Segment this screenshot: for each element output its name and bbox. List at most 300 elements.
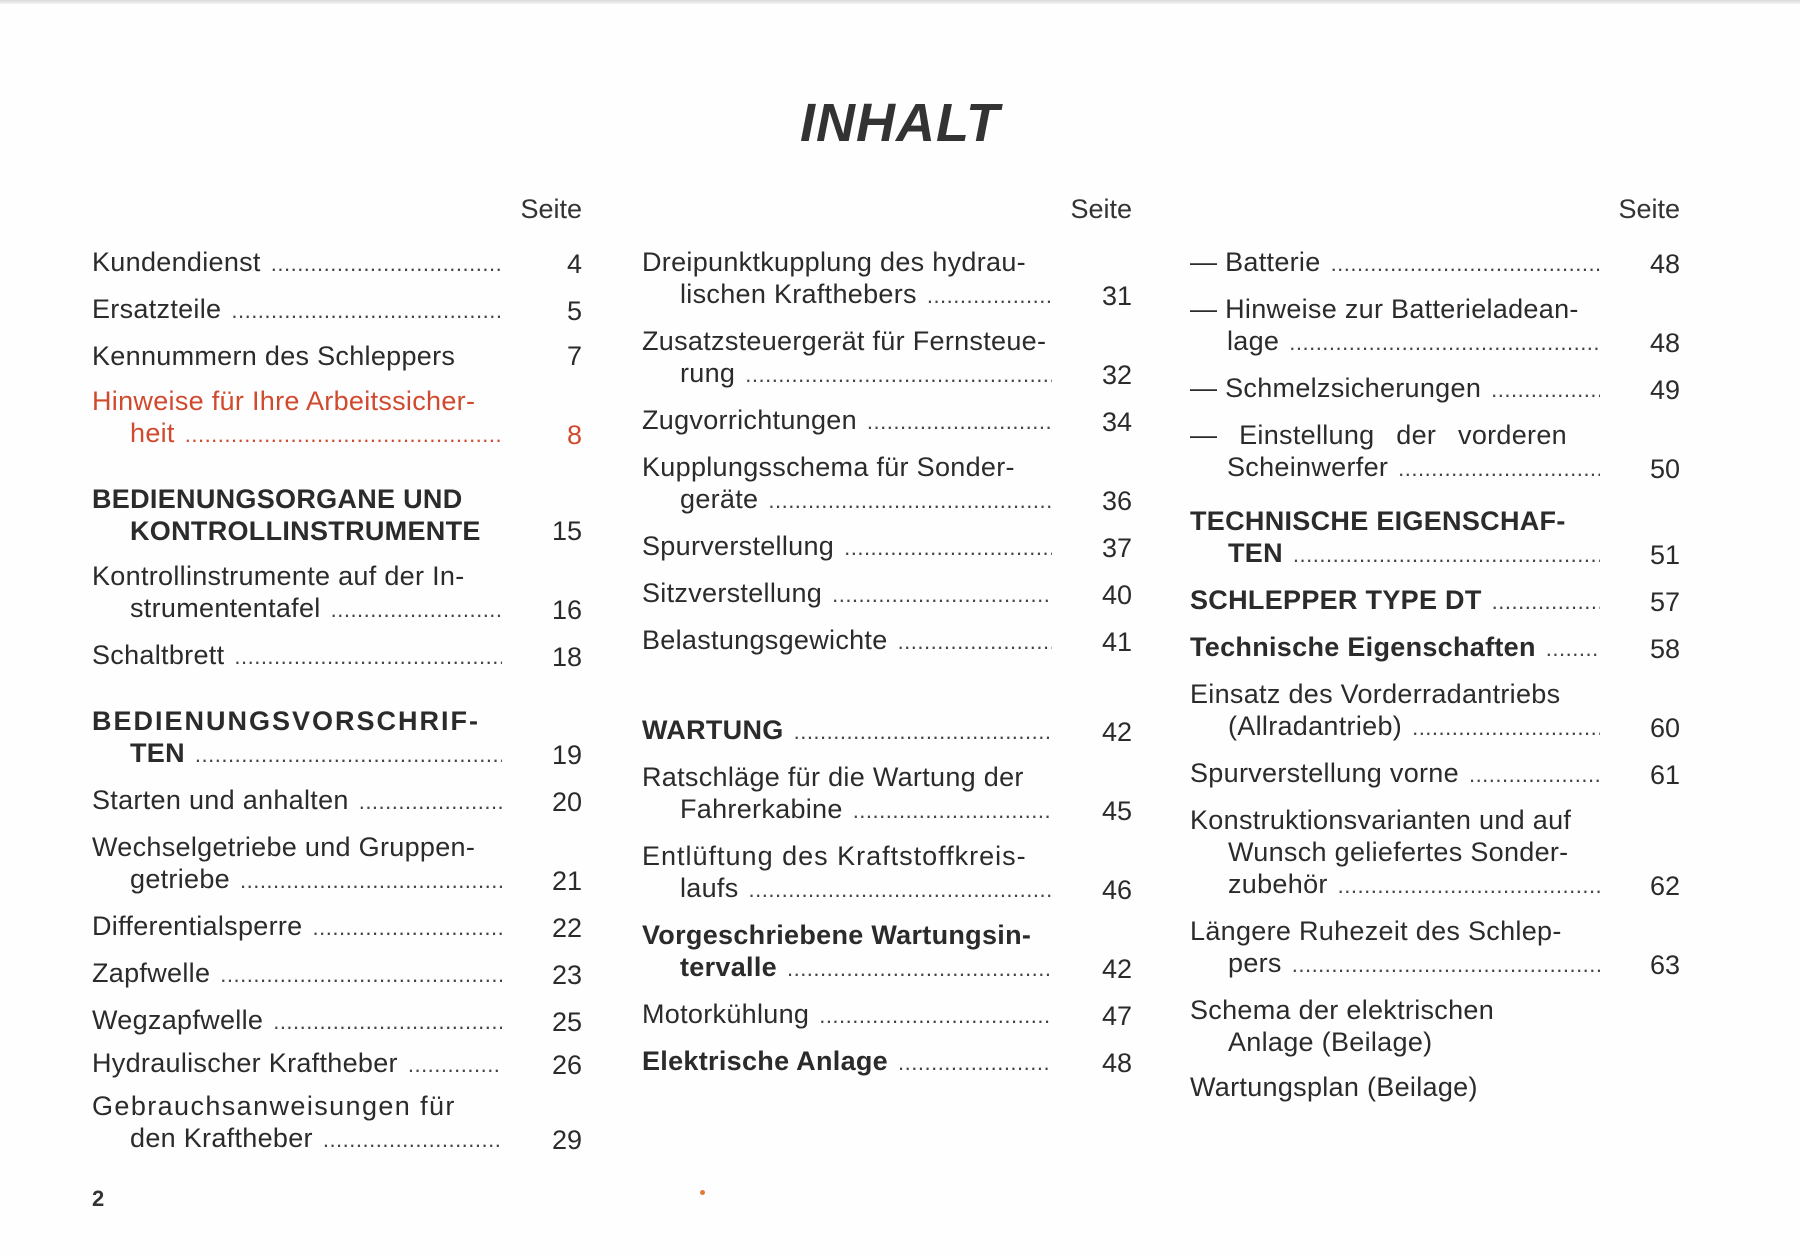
dot-leader: [749, 874, 1052, 906]
toc-entry-row: [92, 1004, 582, 1038]
toc-entry-title: [92, 957, 502, 991]
toc-entry-text: Hydraulischer Kraftheber: [92, 1048, 398, 1078]
toc-entry-text: Längere Ruhezeit des Schlep-: [1190, 916, 1562, 946]
toc-page-number: 46: [1101, 875, 1132, 905]
dot-leader: [195, 739, 502, 771]
toc-entry-title: [642, 919, 1052, 985]
toc-entry-title: [92, 340, 502, 372]
toc-entry[interactable]: [642, 530, 1132, 564]
toc-entry-line: [642, 872, 1052, 906]
toc-entry-line: [642, 278, 1052, 312]
toc-page-number: 47: [1101, 1001, 1132, 1031]
toc-entry[interactable]: [642, 840, 1132, 906]
toc-section-heading[interactable]: [642, 714, 1132, 748]
toc-page-number: 60: [1649, 713, 1680, 743]
toc-entry-title: [92, 483, 502, 547]
toc-entry-line: [92, 246, 502, 280]
toc-entry-line: [1190, 757, 1600, 791]
toc-entry-text: — Hinweise zur Batterieladean-: [1190, 294, 1579, 324]
toc-entry-line: [92, 639, 502, 673]
toc-entry-line: [642, 325, 1052, 357]
toc-entry-title: [642, 1045, 1052, 1079]
toc-entry-row: [1190, 631, 1680, 665]
toc-entry-text: Einsatz des Vorderradantriebs: [1190, 679, 1561, 709]
toc-entry-title: [642, 624, 1052, 658]
toc-entry-text: lischen Krafthebers: [680, 279, 917, 309]
toc-entry-line: [92, 1047, 502, 1081]
toc-entry-text: Schema der elektrischen: [1190, 995, 1495, 1025]
toc-page-number: 20: [551, 787, 582, 817]
dot-leader: [898, 1047, 1052, 1079]
toc-entry[interactable]: [1190, 757, 1680, 791]
toc-entry-line: [1190, 505, 1600, 537]
toc-entry-text: Gebrauchsanweisungen für: [92, 1091, 456, 1121]
toc-entry-text: laufs: [680, 873, 739, 903]
toc-entry-title: [92, 293, 502, 327]
toc-entry[interactable]: [1190, 631, 1680, 665]
toc-section-heading[interactable]: [92, 483, 582, 547]
toc-entry-title: [642, 325, 1052, 391]
toc-entry-line: [1190, 631, 1600, 665]
toc-entry[interactable]: [1190, 293, 1680, 359]
toc-entry[interactable]: [92, 910, 582, 944]
toc-entry-text: rung: [680, 358, 736, 388]
toc-entry-row: [642, 404, 1132, 438]
toc-entry-text: Ratschläge für die Wartung der: [642, 762, 1024, 792]
toc-entry-line: [92, 417, 502, 451]
toc-entry[interactable]: [642, 761, 1132, 827]
toc-entry-text: Zapfwelle: [92, 958, 211, 988]
toc-entry-row: [642, 919, 1132, 985]
toc-entry-line: [92, 560, 502, 592]
toc-page-number: 41: [1101, 627, 1132, 657]
toc-page-number: 8: [566, 420, 582, 450]
toc-page-number: 5: [566, 296, 582, 326]
dot-leader: [220, 959, 502, 991]
toc-entry-row: [92, 385, 582, 451]
toc-page-number: 34: [1101, 407, 1132, 437]
toc-entry-line: [1190, 1026, 1600, 1058]
toc-entry-row: [92, 483, 582, 547]
toc-entry-text: Wechselgetriebe und Gruppen-: [92, 832, 476, 862]
toc-page-number: 29: [551, 1125, 582, 1155]
toc-entry-line: [642, 761, 1052, 793]
toc-entry-text: BEDIENUNGSVORSCHRIF-: [92, 706, 481, 736]
toc-entry-line: [642, 483, 1052, 517]
toc-entry-line: [92, 863, 502, 897]
toc-entry-text: Fahrerkabine: [680, 794, 843, 824]
toc-entry-row: [1190, 1071, 1680, 1103]
toc-entry-line: [1190, 584, 1600, 618]
toc-section-heading[interactable]: [1190, 505, 1680, 571]
dot-leader: [768, 485, 1052, 517]
toc-page-number: 63: [1649, 950, 1680, 980]
toc-page-number: 42: [1101, 954, 1132, 984]
toc-page-number: 48: [1101, 1048, 1132, 1078]
dot-leader: [273, 1006, 502, 1038]
toc-entry-row: [642, 840, 1132, 906]
toc-entry-line: [642, 951, 1052, 985]
toc-entry-row: [1190, 804, 1680, 902]
toc-entry-text: Hinweise für Ihre Arbeitssicher-: [92, 386, 476, 416]
dot-leader: [745, 359, 1052, 391]
toc-entry-line: [1190, 293, 1600, 325]
toc-entry-row: [92, 293, 582, 327]
toc-entry-text: Entlüftung des Kraftstoffkreis-: [642, 841, 1027, 871]
seite-label: Seite: [1070, 194, 1132, 224]
toc-entry-title: [92, 705, 502, 771]
toc-entry[interactable]: [642, 451, 1132, 517]
dot-leader: [787, 953, 1052, 985]
dot-leader: [1292, 949, 1600, 981]
toc-entry-line: [642, 919, 1052, 951]
toc-entry-line: [92, 705, 502, 737]
dot-leader: [1492, 586, 1600, 618]
toc-entry[interactable]: [642, 1045, 1132, 1079]
toc-entry-row: [642, 761, 1132, 827]
toc-entry[interactable]: [92, 1090, 582, 1156]
toc-entry-row: [92, 1090, 582, 1156]
toc-entry-text: strumententafel: [130, 593, 321, 623]
toc-column-3: [1190, 194, 1680, 1116]
dot-leader: [1412, 712, 1600, 744]
toc-page-number: 25: [551, 1007, 582, 1037]
toc-entry-line: [92, 831, 502, 863]
toc-page-number: 62: [1649, 871, 1680, 901]
toc-entry[interactable]: [642, 998, 1132, 1032]
toc-entry-text: TEN: [1228, 538, 1283, 568]
toc-entry-text: getriebe: [130, 864, 230, 894]
toc-section-heading[interactable]: [92, 705, 582, 771]
toc-entry-row: [92, 910, 582, 944]
toc-entry-row: [1190, 994, 1680, 1058]
toc-entry-title: [642, 577, 1052, 611]
toc-entry-row: [1190, 372, 1680, 406]
toc-entry-line: [92, 910, 502, 944]
toc-entry-line: [92, 957, 502, 991]
toc-entry-title: [92, 385, 502, 451]
toc-section-heading[interactable]: [1190, 584, 1680, 618]
dot-leader: [819, 1000, 1052, 1032]
toc-page-number: 50: [1649, 454, 1680, 484]
toc-entry-text: Spurverstellung: [642, 531, 835, 561]
toc-entry-line: [1190, 325, 1600, 359]
toc-entry-row: [642, 1045, 1132, 1079]
dot-leader: [1289, 327, 1600, 359]
toc-entry[interactable]: [642, 624, 1132, 658]
toc-entry-line: [92, 1004, 502, 1038]
toc-entry-row: [92, 705, 582, 771]
dot-leader: [794, 716, 1052, 748]
toc-entry-text: lage: [1227, 326, 1280, 356]
toc-entry-line: [642, 577, 1052, 611]
toc-page-number: 61: [1649, 760, 1680, 790]
toc-page-number: 31: [1101, 281, 1132, 311]
toc-entry-row: [92, 831, 582, 897]
toc-entry-text: Scheinwerfer: [1227, 452, 1389, 482]
toc-page-number: 37: [1101, 533, 1132, 563]
toc-entry-text: Kupplungsschema für Sonder-: [642, 452, 1015, 482]
toc-entry-title: [642, 404, 1052, 438]
toc-entry[interactable]: [1190, 678, 1680, 744]
toc-entry[interactable]: [1190, 804, 1680, 902]
toc-entry[interactable]: [1190, 1071, 1680, 1103]
toc-entry-title: [92, 784, 502, 818]
toc-entry-line: [1190, 804, 1600, 836]
toc-entry-title: [92, 1004, 502, 1038]
toc-entry-text: TEN: [130, 738, 185, 768]
toc-entry-title: [642, 451, 1052, 517]
toc-entry-row: [92, 957, 582, 991]
toc-entry-row: [1190, 293, 1680, 359]
dot-leader: [853, 795, 1052, 827]
toc-entry[interactable]: [92, 639, 582, 673]
seite-label: Seite: [520, 194, 582, 224]
toc-entry-title: [92, 639, 502, 673]
toc-entry[interactable]: [642, 404, 1132, 438]
toc-entry-line: [1190, 246, 1600, 280]
dot-leader: [898, 626, 1052, 658]
toc-entry-line: [1190, 678, 1600, 710]
dot-leader: [359, 786, 502, 818]
toc-entry[interactable]: [1190, 994, 1680, 1058]
toc-entry-title: [1190, 293, 1600, 359]
toc-entry-line: [642, 451, 1052, 483]
toc-entry-text: Spurverstellung vorne: [1190, 758, 1459, 788]
toc-entry-line: [92, 293, 502, 327]
toc-page-number: 48: [1649, 328, 1680, 358]
toc-entry-text: (Allradantrieb): [1228, 711, 1403, 741]
toc-entry-line: [1190, 710, 1600, 744]
toc-entry-line: [92, 515, 502, 547]
toc-entry-title: [1190, 246, 1600, 280]
toc-page-number: 45: [1101, 796, 1132, 826]
dot-leader: [1546, 633, 1600, 665]
toc-entry-title: [1190, 1071, 1600, 1103]
toc-entry-row: [1190, 915, 1680, 981]
toc-entry[interactable]: [92, 1004, 582, 1038]
toc-entry-line: [1190, 537, 1600, 571]
toc-entry-line: [92, 483, 502, 515]
dot-leader: [927, 280, 1052, 312]
toc-entry-line: [92, 1090, 502, 1122]
toc-column-2: [642, 194, 1132, 1092]
toc-entry-text: Elektrische Anlage: [642, 1046, 889, 1076]
toc-entry[interactable]: [642, 919, 1132, 985]
toc-entry-text: Vorgeschriebene Wartungsin-: [642, 920, 1032, 950]
toc-entry-line: [1190, 372, 1600, 406]
toc-entry-line: [1190, 419, 1600, 451]
dot-leader: [323, 1124, 502, 1156]
toc-column-1: [92, 194, 582, 1169]
toc-entry-line: [642, 793, 1052, 827]
toc-entry-text: zubehör: [1228, 869, 1328, 899]
toc-entry[interactable]: [92, 340, 582, 372]
toc-page-number: 4: [566, 249, 582, 279]
toc-entry-text: Wegzapfwelle: [92, 1005, 264, 1035]
toc-entry-row: [642, 246, 1132, 312]
toc-page-number: 16: [551, 595, 582, 625]
toc-entry-text: geräte: [680, 484, 759, 514]
toc-page-number: 18: [551, 642, 582, 672]
toc-entry-line: [92, 385, 502, 417]
toc-entry-row: [92, 246, 582, 280]
toc-entry[interactable]: [92, 1047, 582, 1081]
toc-entry-row: [1190, 757, 1680, 791]
toc-entry-row: [642, 451, 1132, 517]
toc-page-number: 26: [551, 1050, 582, 1080]
toc-entry-title: [1190, 419, 1600, 485]
toc-entry-row: [92, 1047, 582, 1081]
toc-entry-title: [1190, 994, 1600, 1058]
page-title: INHALT: [800, 93, 1000, 153]
toc-entry[interactable]: [642, 577, 1132, 611]
toc-entry-row: [92, 560, 582, 626]
toc-entry[interactable]: [1190, 246, 1680, 280]
toc-entry-row: [642, 325, 1132, 391]
toc-entry-row: [1190, 505, 1680, 571]
dot-leader: [867, 406, 1052, 438]
toc-page-number: 51: [1649, 540, 1680, 570]
toc-page-number: 15: [551, 516, 582, 546]
seite-label: Seite: [1618, 194, 1680, 224]
toc-entry-text: Wartungsplan (Beilage): [1190, 1072, 1478, 1102]
print-speck: [700, 1190, 705, 1195]
toc-entry-text: — Einstellung der vorderen: [1190, 420, 1567, 450]
toc-entry-text: tervalle: [680, 952, 777, 982]
toc-entry-row: [1190, 678, 1680, 744]
dot-leader: [1398, 453, 1600, 485]
toc-entry-row: [1190, 246, 1680, 280]
toc-page-number: 36: [1101, 486, 1132, 516]
toc-entry[interactable]: [92, 560, 582, 626]
toc-entry-text: Zugvorrichtungen: [642, 405, 857, 435]
toc-entry[interactable]: [92, 957, 582, 991]
toc-entry-line: [1190, 1071, 1600, 1103]
toc-entry-text: Technische Eigenschaften: [1190, 632, 1536, 662]
toc-entry-line: [92, 592, 502, 626]
toc-entry-line: [642, 714, 1052, 748]
toc-entry-text: Belastungsgewichte: [642, 625, 888, 655]
page-number: 2: [92, 1186, 105, 1211]
toc-page-number: 32: [1101, 360, 1132, 390]
dot-leader: [1293, 539, 1600, 571]
toc-entry-text: Kontrollinstrumente auf der In-: [92, 561, 465, 591]
toc-entry-row: [1190, 584, 1680, 618]
toc-entry-line: [642, 998, 1052, 1032]
toc-page-number: 58: [1649, 634, 1680, 664]
toc-entry-line: [642, 530, 1052, 564]
dot-leader: [408, 1049, 502, 1081]
toc-entry-safety[interactable]: [92, 385, 582, 451]
toc-page-number: 57: [1649, 587, 1680, 617]
dot-leader: [240, 865, 502, 897]
toc-entry-text: Dreipunktkupplung des hydrau-: [642, 247, 1026, 277]
toc-entry-title: [92, 246, 502, 280]
toc-entry-title: [642, 714, 1052, 748]
toc-entry-row: [1190, 419, 1680, 485]
toc-entry[interactable]: [92, 831, 582, 897]
toc-entry-title: [92, 1090, 502, 1156]
toc-page-number: 40: [1101, 580, 1132, 610]
toc-entry-text: BEDIENUNGSORGANE UND: [92, 484, 463, 514]
toc-entry-line: [642, 624, 1052, 658]
toc-page-number: 42: [1101, 717, 1132, 747]
toc-entry-text: Sitzverstellung: [642, 578, 823, 608]
toc-entry-text: TECHNISCHE EIGENSCHAF-: [1190, 506, 1566, 536]
toc-entry[interactable]: [1190, 419, 1680, 485]
toc-entry-text: — Schmelzsicherungen: [1190, 373, 1482, 403]
dot-leader: [844, 532, 1052, 564]
toc-entry[interactable]: [1190, 372, 1680, 406]
dot-leader: [313, 912, 503, 944]
toc-entry-text: SCHLEPPER TYPE DT: [1190, 585, 1482, 615]
toc-page-number: 48: [1649, 249, 1680, 279]
toc-page-number: 23: [551, 960, 582, 990]
toc-entry-line: [1190, 836, 1600, 868]
toc-entry-line: [1190, 868, 1600, 902]
toc-entry-title: [1190, 678, 1600, 744]
dot-leader: [271, 248, 502, 280]
toc-entry-text: pers: [1228, 948, 1282, 978]
toc-entry-title: [1190, 757, 1600, 791]
toc-entry-text: Kennummern des Schleppers: [92, 341, 456, 371]
toc-entry-text: Differentialsperre: [92, 911, 303, 941]
toc-entry[interactable]: [1190, 915, 1680, 981]
toc-entry-line: [92, 737, 502, 771]
toc-entry-title: [1190, 584, 1600, 618]
toc-entry-row: [642, 714, 1132, 748]
toc-entry-title: [1190, 372, 1600, 406]
toc-entry[interactable]: [92, 784, 582, 818]
toc-entry-text: Starten und anhalten: [92, 785, 349, 815]
dot-leader: [234, 641, 502, 673]
toc-entry-text: den Kraftheber: [130, 1123, 313, 1153]
toc-entry-text: Ersatzteile: [92, 294, 222, 324]
toc-entry[interactable]: [642, 325, 1132, 391]
toc-page-number: 7: [566, 341, 582, 371]
toc-entry-line: [642, 357, 1052, 391]
toc-entry-text: Zusatzsteuergerät für Fernsteue-: [642, 326, 1047, 356]
toc-entry-title: [92, 910, 502, 944]
toc-entry-line: [1190, 451, 1600, 485]
toc-entry-line: [92, 340, 502, 372]
toc-entry-text: Konstruktionsvarianten und auf: [1190, 805, 1572, 835]
toc-entry-title: [642, 840, 1052, 906]
dot-leader: [832, 579, 1052, 611]
toc-entry-text: Motorkühlung: [642, 999, 810, 1029]
toc-entry[interactable]: [92, 246, 582, 280]
toc-page-number: 19: [551, 740, 582, 770]
toc-entry-title: [92, 560, 502, 626]
toc-entry-title: [642, 246, 1052, 312]
toc-entry-title: [642, 998, 1052, 1032]
toc-entry-text: KONTROLLINSTRUMENTE: [130, 516, 481, 546]
toc-entry-title: [92, 831, 502, 897]
toc-entry-line: [642, 1045, 1052, 1079]
toc-entry[interactable]: [642, 246, 1132, 312]
dot-leader: [331, 594, 502, 626]
toc-page-number: 49: [1649, 375, 1680, 405]
page-top-edge: [0, 0, 1800, 4]
dot-leader: [1331, 248, 1600, 280]
toc-entry-line: [642, 246, 1052, 278]
toc-entry-title: [1190, 505, 1600, 571]
toc-entry-row: [642, 998, 1132, 1032]
toc-entry-title: [642, 530, 1052, 564]
toc-entry-title: [1190, 915, 1600, 981]
toc-entry[interactable]: [92, 293, 582, 327]
